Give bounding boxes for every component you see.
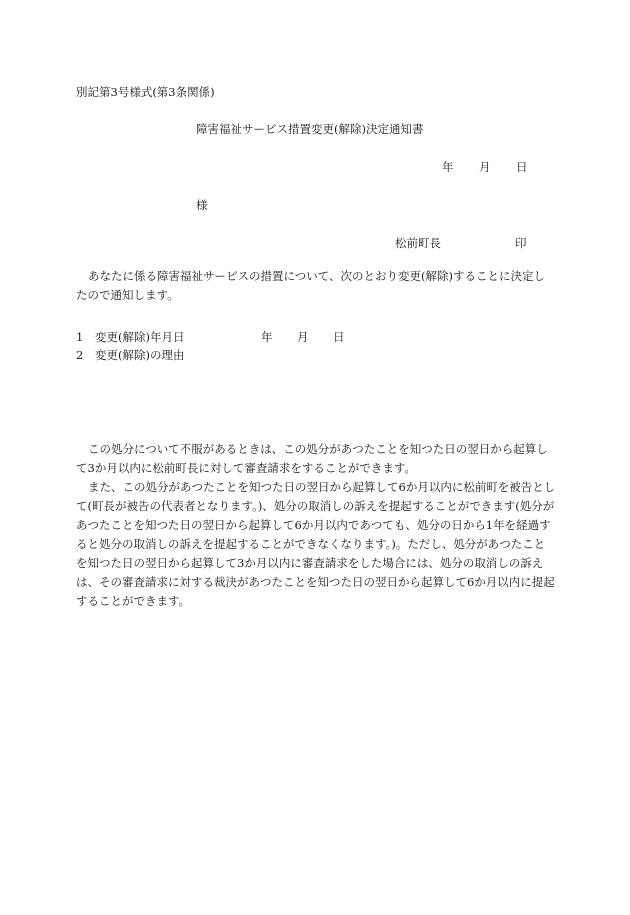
item-label: 変更(解除)年月日: [95, 330, 185, 344]
item-number: 1: [76, 330, 84, 344]
appeal-notice-paragraph-2: また、この処分があつたことを知つた日の翌日から起算して6か月以内に松前町を被告として(町長が被告の代表者となります。)、処分の取消しの訴えを提起することができます(処分があつたことを知つた日の翌日から起算して6か月以内であつても、処分の日から1年を経過すると処分の取消しの訴えを提起することができなくなります。)。ただし、処分があつたことを知つた日の翌日から起算して3か月以内に審査請求をした場合には、処分の取消しの訴えは、その審査請求に対する裁決があつたことを知つた日の翌日から起算して6か月以内に提起することができます。: [76, 480, 556, 608]
seal-mark: 印: [515, 236, 527, 250]
item-date-day-label: 日: [333, 330, 345, 344]
item-change-date: [76, 329, 184, 345]
intro-paragraph: あなたに係る障害福祉サービスの措置について、次のとおり変更(解除)することに決定したので通知します。: [76, 269, 546, 302]
item-date-month-label: 月: [297, 330, 309, 344]
appeal-notice: [76, 440, 556, 611]
issuer-name: 松前町長: [395, 236, 441, 250]
form-label: 別記第3号様式(第3条関係): [76, 85, 215, 99]
addressee-honorific: 様: [196, 198, 208, 212]
date-month-label: 月: [479, 160, 491, 174]
date-year-label: 年: [442, 160, 454, 174]
item-date-year-label: 年: [261, 330, 273, 344]
date-day-label: 日: [516, 160, 528, 174]
item-number: 2: [76, 348, 84, 362]
document-title: 障害福祉サービス措置変更(解除)決定通知書: [196, 122, 424, 136]
item-change-reason: [76, 347, 184, 363]
item-label: 変更(解除)の理由: [95, 348, 185, 362]
appeal-notice-paragraph-1: この処分について不服があるときは、この処分があつたことを知つた日の翌日から起算して3か月以内に松前町長に対して審査請求をすることができます。: [76, 442, 548, 475]
